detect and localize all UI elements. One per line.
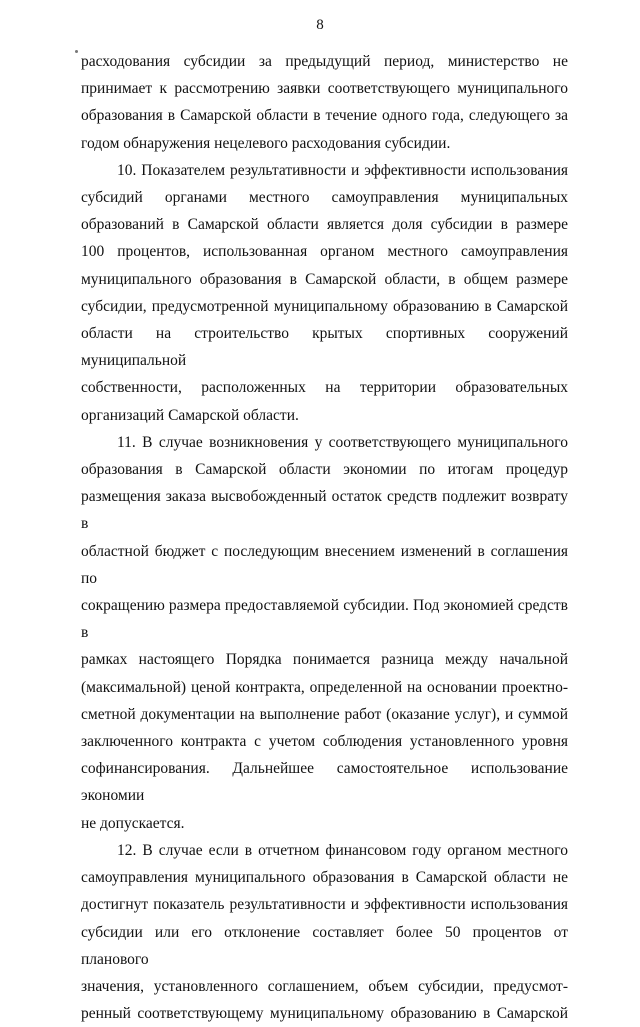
text-line: (максимальной) ценой контракта, определенной на основании проектно- bbox=[81, 678, 568, 696]
text-line: образования в Самарской области в течение одного года, следующего за bbox=[81, 107, 568, 125]
text-line: 100 процентов, использованная органом местного самоуправления bbox=[81, 243, 568, 261]
text-line: 12. В случае если в отчетном финансовом году органом местного bbox=[117, 841, 568, 859]
text-line: 10. Показателем результативности и эффективности использования bbox=[117, 161, 568, 179]
text-line: годом обнаружения нецелевого расходования субсидии. bbox=[81, 134, 451, 152]
scan-speck bbox=[75, 50, 78, 53]
text-line: сметной документации на выполнение работ (оказание услуг), и суммой bbox=[81, 705, 568, 723]
text-line: самоуправления муниципального образования в Самарской области не bbox=[81, 869, 568, 887]
paragraph-p10 bbox=[81, 157, 568, 429]
text-line: размещения заказа высвобожденный остаток средств подлежит возврату в bbox=[81, 488, 568, 533]
text-line: муниципального образования в Самарской области, в общем размере bbox=[81, 270, 568, 288]
text-line: достигнут показатель результативности и эффективности использования bbox=[81, 896, 568, 914]
text-line: образования в Самарской области экономии по итогам процедур bbox=[81, 461, 568, 479]
text-line: субсидий органами местного самоуправления муниципальных bbox=[81, 189, 568, 207]
paragraph-p-cont bbox=[81, 48, 568, 157]
text-line: 11. В случае возникновения у соответствующего муниципального bbox=[117, 433, 568, 451]
text-line: не допускается. bbox=[81, 814, 185, 832]
document-body bbox=[81, 48, 568, 1027]
text-line: софинансирования. Дальнейшее самостоятельное использование экономии bbox=[81, 760, 568, 805]
text-line: принимает к рассмотрению заявки соответствующего муниципального bbox=[81, 80, 568, 98]
text-line: собственности, расположенных на территории образовательных bbox=[81, 379, 568, 397]
text-line: сокращению размера предоставляемой субсидии. Под экономией средств в bbox=[81, 597, 568, 642]
text-line: значения, установленного соглашением, объем субсидии, предусмот- bbox=[81, 977, 568, 995]
text-line: ренный соответствующему муниципальному образованию в Самарской bbox=[81, 1005, 568, 1023]
text-line: организаций Самарской области. bbox=[81, 406, 299, 424]
paragraph-p11 bbox=[81, 429, 568, 837]
text-line: рамках настоящего Порядка понимается разница между начальной bbox=[81, 651, 568, 669]
text-line: областной бюджет с последующим внесением изменений в соглашения по bbox=[81, 542, 568, 587]
text-line: расходования субсидии за предыдущий период, министерство не bbox=[81, 53, 568, 70]
text-line: заключенного контракта с учетом соблюдения установленного уровня bbox=[81, 733, 568, 751]
text-line: субсидии, предусмотренной муниципальному образованию в Самарской bbox=[81, 297, 568, 315]
text-line: области на строительство крытых спортивных сооружений муниципальной bbox=[81, 325, 568, 370]
text-line: образований в Самарской области является доля субсидии в размере bbox=[81, 216, 568, 234]
text-line: субсидии или его отклонение составляет более 50 процентов от планового bbox=[81, 923, 568, 968]
paragraph-p12 bbox=[81, 837, 568, 1027]
page-number: 8 bbox=[316, 17, 324, 33]
